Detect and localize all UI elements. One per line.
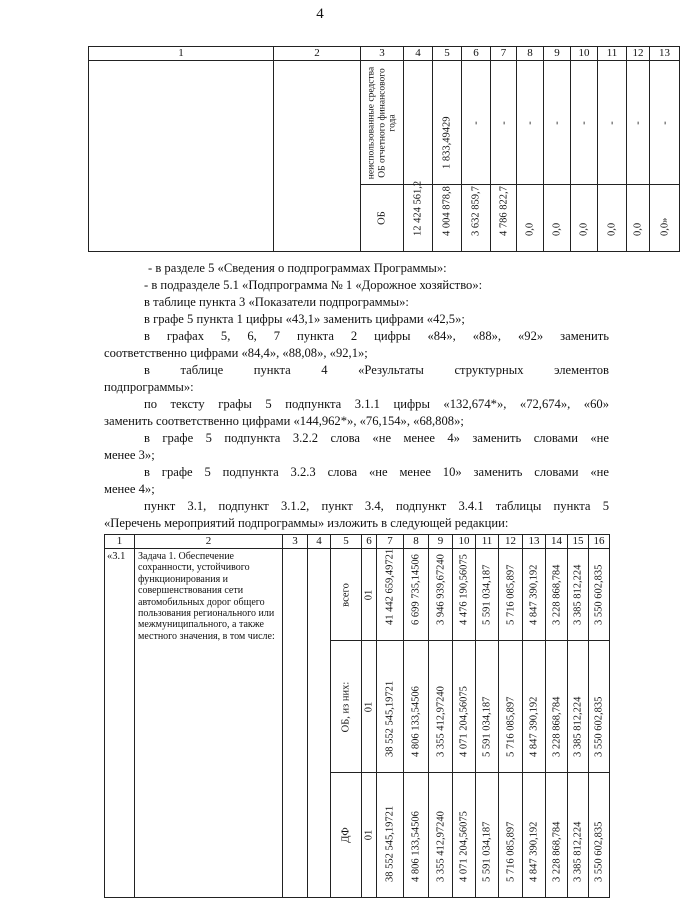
- header-cell: 1: [89, 47, 274, 61]
- paragraph: в графе 5 пункта 1 цифры «43,1» заменить цифрами «42,5»;: [144, 312, 465, 326]
- value-text: 0,0: [632, 222, 644, 236]
- value-cell: [377, 549, 404, 641]
- header-cell: 16: [589, 535, 610, 549]
- paragraph: в таблице пункта 3 «Показатели подпрограммы»:: [144, 295, 409, 309]
- value-cell: [476, 773, 499, 898]
- value-text: 4 786 822,7: [498, 186, 509, 236]
- value-text: 3 550 602,835: [593, 696, 605, 757]
- value-cell: [462, 185, 491, 252]
- value-cell: [568, 549, 589, 641]
- value-text: 0,0: [551, 222, 563, 236]
- value-cell: [476, 641, 499, 773]
- value-text: 5 716 085,897: [505, 696, 516, 757]
- code-text: 01: [363, 701, 375, 712]
- source-label-cell: [331, 549, 362, 641]
- table-row: [105, 549, 610, 641]
- value-text: 0,0: [578, 222, 590, 236]
- value-cell: [517, 185, 544, 252]
- header-cell: 13: [650, 47, 680, 61]
- row-index: «3.1: [105, 549, 135, 898]
- value-cell: [404, 549, 429, 641]
- value-cell: [499, 549, 523, 641]
- value-cell: [404, 180, 433, 252]
- paragraph: в графах 5, 6, 7 пункта 2 цифры «84», «88», «92» заменить: [144, 329, 609, 343]
- value-text: 4 071 204,56075: [458, 686, 470, 757]
- value-cell: [433, 61, 462, 185]
- header-cell: 2: [135, 535, 283, 549]
- value-text: 3 355 412,97240: [435, 686, 446, 757]
- value-cell: [523, 773, 546, 898]
- paragraph: - в подразделе 5.1 «Подпрограмма № 1 «Дорожное хозяйство»:: [144, 278, 483, 292]
- empty-cell: [404, 61, 433, 185]
- value-cell: [546, 549, 568, 641]
- table-row: [89, 61, 680, 185]
- header-cell: 5: [331, 535, 362, 549]
- value-cell: [523, 549, 546, 641]
- value-cell: [627, 61, 650, 185]
- value-text: 5 591 034,187: [481, 821, 493, 882]
- unused-funds-cell: [361, 61, 404, 185]
- header-cell: 1: [105, 535, 135, 549]
- value-cell: [598, 61, 627, 185]
- value-text: 1 833,49429: [441, 116, 453, 169]
- header-cell: 8: [404, 535, 429, 549]
- value-cell: [476, 549, 499, 641]
- value-text: 5 716 085,897: [505, 821, 516, 882]
- code-cell: [362, 549, 377, 641]
- header-cell: 6: [462, 47, 491, 61]
- header-cell: 11: [598, 47, 627, 61]
- paragraph: соответственно цифрами «84,4», «88,08», «92,1»;: [104, 346, 368, 360]
- paragraph: - в разделе 5 «Сведения о подпрограммах Программы»:: [148, 261, 447, 275]
- value-cell: [571, 185, 598, 252]
- value-text: 3 228 868,784: [551, 821, 562, 882]
- value-text: 4 847 390,192: [528, 696, 540, 757]
- empty-cell: [308, 549, 331, 898]
- table-header-row: [105, 535, 610, 549]
- value-cell: [589, 773, 610, 898]
- paragraph: «Перечень мероприятий подпрограммы» изложить в следующей редакции:: [104, 516, 509, 530]
- value-text: 0,0: [524, 222, 536, 236]
- value-text: 4 071 204,56075: [458, 811, 470, 882]
- page-number: 4: [316, 6, 324, 22]
- paragraph: пункт 3.1, подпункт 3.1.2, пункт 3.4, подпункт 3.4.1 таблицы пункта 5: [144, 499, 609, 513]
- paragraph: по тексту графы 5 подпункта 3.1.1 цифры «132,674*», «72,674», «60»: [144, 397, 609, 411]
- value-text: 0,0»: [659, 217, 670, 236]
- paragraph: в таблице пункта 4 «Результаты структурных элементов: [144, 363, 609, 377]
- header-cell: 12: [499, 535, 523, 549]
- value-cell: [491, 61, 517, 185]
- value-cell: [650, 61, 680, 185]
- table-activities: [104, 534, 610, 898]
- paragraph: подпрограммы»:: [104, 380, 194, 394]
- value-cell: [462, 61, 491, 185]
- source-label: ДФ: [340, 827, 352, 843]
- value-cell: [571, 61, 598, 185]
- value-cell: [429, 773, 453, 898]
- value-cell: [544, 61, 571, 185]
- code-text: 01: [363, 829, 375, 841]
- source-label-cell: [331, 641, 362, 773]
- paragraph: в графе 5 подпункта 3.2.2 слова «не менее 4» заменить словами «не: [144, 431, 609, 445]
- value-text: 0,0: [606, 222, 618, 236]
- header-cell: 3: [361, 47, 404, 61]
- value-text: 3 385 812,224: [572, 696, 584, 757]
- value-text: 3 355 412,97240: [435, 811, 446, 882]
- value-text: 4 806 133,54506: [410, 811, 422, 882]
- value-text: 3 385 812,224: [572, 564, 584, 625]
- value-text: 6 699 735,14506: [410, 554, 422, 625]
- value-cell: [429, 641, 453, 773]
- dash-text: -: [659, 120, 670, 125]
- empty-cell: [274, 61, 361, 252]
- value-cell: [568, 773, 589, 898]
- value-cell: [377, 773, 404, 898]
- paragraph: заменить соответственно цифрами «144,962*», «76,154», «68,808»;: [104, 414, 464, 428]
- code-text: 01: [363, 589, 375, 600]
- value-cell: [404, 641, 429, 773]
- value-text: 3 228 868,784: [551, 696, 562, 757]
- value-cell: [627, 185, 650, 252]
- header-cell: 15: [568, 535, 589, 549]
- paragraph: в графе 5 подпункта 3.2.3 слова «не менее 10» заменить словами «не: [144, 465, 609, 479]
- value-text: 3 228 868,784: [551, 564, 562, 625]
- value-cell: [453, 549, 476, 641]
- dash-text: -: [524, 120, 536, 125]
- code-cell: [362, 641, 377, 773]
- ob-label: ОБ: [376, 211, 388, 225]
- value-text: 4 847 390,192: [528, 821, 540, 882]
- header-cell: 2: [274, 47, 361, 61]
- ob-cell: [361, 185, 404, 252]
- header-cell: 12: [627, 47, 650, 61]
- value-text: 38 552 545,19721: [384, 680, 396, 757]
- header-cell: 7: [377, 535, 404, 549]
- header-cell: 11: [476, 535, 499, 549]
- header-cell: 13: [523, 535, 546, 549]
- table-header-row: [89, 47, 680, 61]
- value-cell: [544, 185, 571, 252]
- value-cell: [491, 185, 517, 252]
- paragraph: менее 4»;: [104, 482, 155, 496]
- header-cell: 3: [283, 535, 308, 549]
- source-label: всего: [340, 582, 352, 607]
- value-cell: [650, 185, 680, 252]
- paragraph: менее 3»;: [104, 448, 155, 462]
- empty-cell: [283, 549, 308, 898]
- value-text: 4 806 133,54506: [410, 686, 422, 757]
- value-cell: [546, 773, 568, 898]
- value-text: 4 004 878,8: [441, 186, 453, 236]
- header-cell: 10: [453, 535, 476, 549]
- code-cell: [362, 773, 377, 898]
- value-cell: [589, 641, 610, 773]
- dash-text: -: [578, 120, 590, 125]
- value-cell: [499, 773, 523, 898]
- header-cell: 7: [491, 47, 517, 61]
- value-cell: [598, 185, 627, 252]
- header-cell: 5: [433, 47, 462, 61]
- empty-cell: [89, 61, 274, 252]
- value-cell: [404, 773, 429, 898]
- source-label: ОБ, из них:: [340, 681, 352, 732]
- value-cell: [568, 641, 589, 773]
- header-cell: 9: [429, 535, 453, 549]
- value-cell: [589, 549, 610, 641]
- table-top: [88, 46, 680, 252]
- dash-text: -: [606, 120, 618, 125]
- value-cell: [433, 185, 462, 252]
- value-cell: [453, 641, 476, 773]
- value-text: 38 552 545,19721: [384, 805, 396, 882]
- value-cell: [377, 641, 404, 773]
- value-cell: [523, 641, 546, 773]
- header-cell: 6: [362, 535, 377, 549]
- value-cell: [429, 549, 453, 641]
- value-text: 4 847 390,192: [528, 564, 540, 625]
- value-text: 41 442 659,49721: [384, 548, 396, 625]
- source-label-cell: [331, 773, 362, 898]
- unused-funds-label: неиспользованные средства ОБ отчетного финансового года: [366, 66, 398, 179]
- dash-text: -: [551, 120, 563, 125]
- header-cell: 9: [544, 47, 571, 61]
- value-cell: [517, 61, 544, 185]
- dash-text: -: [498, 120, 509, 125]
- value-text: 12 424 561,2: [412, 180, 424, 236]
- dash-text: -: [470, 120, 482, 125]
- value-text: 3 632 859,7: [470, 186, 482, 236]
- value-cell: [453, 773, 476, 898]
- value-text: 3 550 602,835: [593, 821, 605, 882]
- value-text: 3 946 939,67240: [435, 554, 446, 625]
- value-text: 3 550 602,835: [593, 564, 605, 625]
- header-cell: 4: [404, 47, 433, 61]
- value-text: 3 385 812,224: [572, 821, 584, 882]
- value-text: 4 476 190,56075: [458, 554, 470, 625]
- value-cell: [499, 641, 523, 773]
- header-cell: 14: [546, 535, 568, 549]
- header-cell: 10: [571, 47, 598, 61]
- value-cell: [546, 641, 568, 773]
- header-cell: 8: [517, 47, 544, 61]
- task-description: Задача 1. Обеспечение сохранности, устойчивого функционирования и совершенствования сети автомобильных дорог общего пользования регионального или межмуниципального, а также местного значения, в том числе:: [135, 549, 283, 898]
- value-text: 5 591 034,187: [481, 696, 493, 757]
- dash-text: -: [632, 120, 644, 125]
- header-cell: 4: [308, 535, 331, 549]
- value-text: 5 716 085,897: [505, 564, 516, 625]
- value-text: 5 591 034,187: [481, 564, 493, 625]
